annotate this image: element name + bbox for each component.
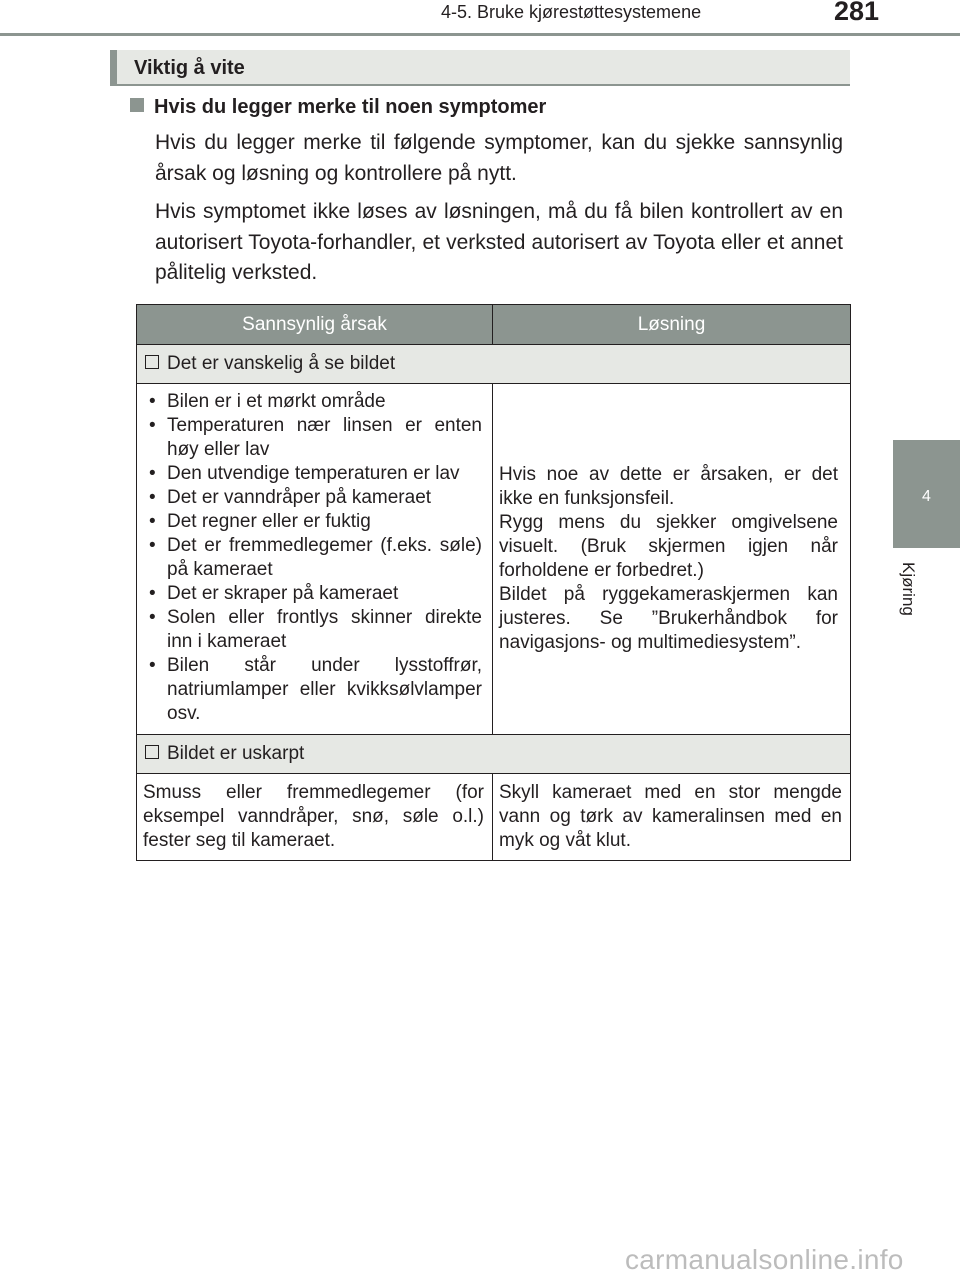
list-item: • Det regner eller er fuktig (143, 510, 482, 534)
group-title: Bildet er uskarpt (167, 743, 305, 764)
page-number: 281 (834, 0, 880, 26)
table-header-row (137, 305, 851, 345)
group-row (137, 345, 851, 384)
list-item: • Det er fremmedlegemer (f.eks. søle) på kameraet (143, 534, 482, 582)
section-heading (130, 96, 546, 119)
chapter-label (896, 562, 924, 624)
square-bullet-icon (130, 98, 144, 112)
list-item: • Det er skraper på kameraet (143, 582, 482, 606)
list-item: • Bilen står under lysstoffrør, natriumlamper eller kvikksølvlamper osv. (143, 654, 482, 726)
column-header-cause: Sannsynlig årsak (137, 305, 493, 345)
table-row (137, 384, 851, 735)
paragraph-2: Hvis symptomet ikke løses av løsningen, må du få bilen kontrollert av en autorisert Toyota-forhandler, et verksted autorisert av Toyota eller et annet pålitelig verksted. (155, 200, 843, 284)
cause-cell (137, 384, 493, 735)
solution-cell (493, 384, 851, 735)
solution-cell: Skyll kameraet med en stor mengde vann og tørk av kameralinsen med en myk og våt klut. (493, 774, 851, 861)
solution-line: Bildet på ryggekameraskjermen kan justeres. Se ”Brukerhåndbok for navigasjons- og multimediesystem”. (499, 584, 838, 653)
section-heading-text: Hvis du legger merke til noen symptomer (154, 96, 547, 118)
list-item: • Den utvendige temperaturen er lav (143, 462, 482, 486)
solution-line: Hvis noe av dette er årsaken, er det ikke en funksjonsfeil. (499, 464, 838, 509)
note-box (110, 50, 850, 86)
checkbox-square-icon (145, 745, 159, 759)
chapter-label-text: Kjøring (899, 562, 918, 616)
symptom-table (136, 304, 851, 861)
checkbox-square-icon (145, 355, 159, 369)
chapter-number: 4 (922, 488, 931, 505)
group-row (137, 735, 851, 774)
table-row (137, 774, 851, 861)
list-item: • Det er vanndråper på kameraet (143, 486, 482, 510)
group-title: Det er vanskelig å se bildet (167, 353, 396, 374)
chapter-tab (893, 440, 960, 548)
list-item: • Temperaturen nær linsen er enten høy eller lav (143, 414, 482, 462)
watermark: carmanualsonline.info (625, 1244, 904, 1275)
column-header-solution: Løsning (493, 305, 851, 345)
header-section-title: 4-5. Bruke kjørestøttesystemene (441, 2, 702, 22)
list-item: • Solen eller frontlys skinner direkte inn i kameraet (143, 606, 482, 654)
note-box-title: Viktig å vite (134, 57, 245, 79)
solution-line: Rygg mens du sjekker omgivelsene visuelt. (Bruk skjermen igjen når forholdene er forbedret.) (499, 512, 838, 581)
list-item: • Bilen er i et mørkt område (143, 390, 482, 414)
paragraph-1: Hvis du legger merke til følgende symptomer, kan du sjekke sannsynlig årsak og løsning og kontrollere på nytt. (155, 131, 843, 185)
cause-cell: Smuss eller fremmedlegemer (for eksempel vanndråper, snø, søle o.l.) fester seg til kameraet. (137, 774, 493, 861)
header-rule (0, 33, 960, 36)
